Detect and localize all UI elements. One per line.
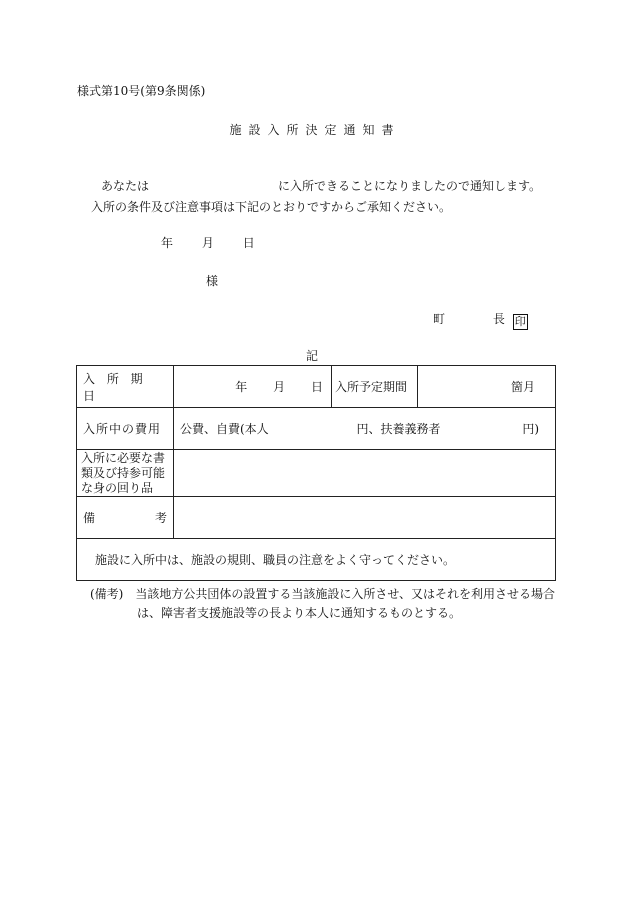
cost-text-c: 円) [522,422,540,436]
admission-table [76,365,556,581]
remarks-label-cell [77,497,174,539]
body-text-line1-start: あなたは [101,179,150,193]
period-date-cell [174,366,332,408]
date-day: 日 [242,236,255,250]
cost-value-cell [174,408,556,450]
body-text-line1-end: に入所できることになりましたので通知します。 [278,179,542,193]
table-row-period [77,366,556,408]
issuer-signature [433,313,528,330]
items-label-line1: 入所に必要な書 [81,450,166,465]
footnote-line2: は、障害者支援施設等の長より本人に通知するものとする。 [137,606,462,620]
cost-label: 入所中の費用 [83,422,162,436]
period-label: 入 所 期 日 [83,371,147,403]
items-label-cell [77,450,174,497]
notice-text: 施設に入所中は、施設の規則、職員の注意をよく守ってください。 [95,553,456,567]
cost-label-cell [77,408,174,450]
remarks-label-2: 考 [154,511,167,525]
period-month: 月 [273,380,286,394]
issuer-town: 町 [433,312,446,326]
notice-cell [77,539,556,581]
body-text-line2: 入所の条件及び注意事項は下記のとおりですからご承知ください。 [91,200,452,214]
date-month: 月 [201,236,214,250]
table-row-items [77,450,556,497]
seal-mark: 印 [514,315,526,328]
items-value-cell [174,450,556,497]
table-row-cost [77,408,556,450]
items-label-line3: な身の回り品 [81,480,154,495]
period-year: 年 [235,380,248,394]
issuer-title: 長 [492,312,505,326]
planned-value-cell [418,366,556,408]
issue-date [161,237,255,249]
period-label-cell [77,366,174,408]
remarks-label-1: 備 [83,511,96,525]
cost-text-a: 公費、自費(本人 [180,422,269,436]
planned-unit: 箇月 [510,380,535,394]
table-row-notice [77,539,556,581]
form-number: 様式第10号(第9条関係) [77,84,206,98]
planned-label-cell [332,366,418,408]
footnote-line1: (備考) 当該地方公共団体の設置する当該施設に入所させ、又はそれを利用させる場合 [90,587,556,601]
footnote [90,585,555,623]
document-title: 施設入所決定通知書 [229,123,401,137]
date-year: 年 [161,236,174,250]
table-row-remarks [77,497,556,539]
cost-text-b: 円、扶養義務者 [356,422,441,436]
planned-label: 入所予定期間 [335,380,408,394]
period-day: 日 [310,380,323,394]
remarks-value-cell [174,497,556,539]
addressee: 様 [206,274,219,288]
items-label-line2: 類及び持参可能 [81,465,166,480]
ki-heading: 記 [306,349,319,363]
